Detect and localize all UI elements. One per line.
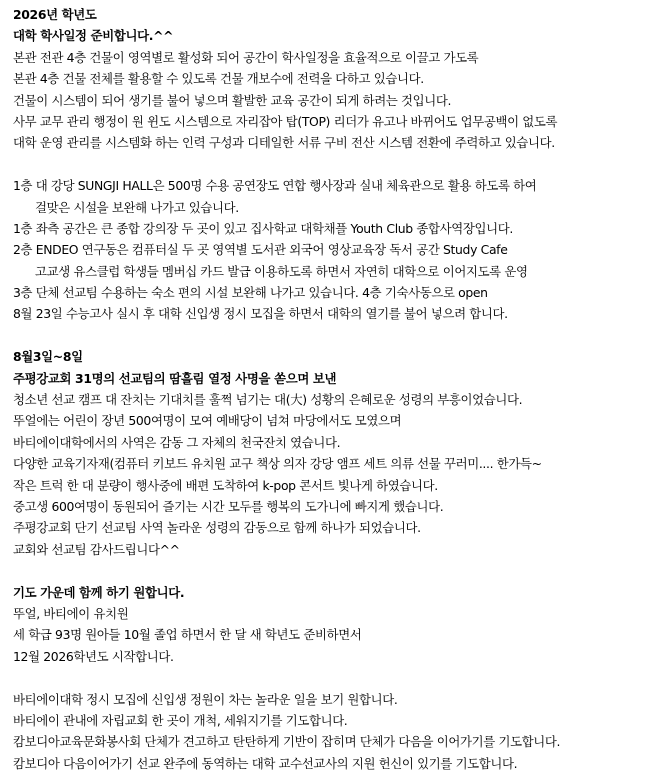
intro-line: 본관 4층 건물 전체를 활용할 수 있도록 건물 개보수에 전력을 다하고 있습니다. <box>13 71 424 87</box>
mission-title: 주평강교회 31명의 선교팀의 땀흘림 열정 사명을 쏟으며 보낸 <box>13 370 337 386</box>
mission-line: 작은 트럭 한 대 분량이 행사중에 배편 도착하여 k-pop 콘서트 빛나게 하였습니다. <box>13 477 438 493</box>
year-heading: 2026년 학년도 <box>13 7 97 22</box>
prayer-line: 캄보디아교육문화봉사회 단체가 견고하고 탄탄하게 기반이 잡히며 단체가 다음을 이어가기를 기도합니다. <box>13 734 561 750</box>
mission-line: 주평강교회 단기 선교팀 사역 놀라운 성령의 감동으로 함께 하나가 되었습니다. <box>13 520 421 536</box>
intro-line: 건물이 시스템이 되어 생기를 불어 넣으며 활발한 교육 공간이 되게 하려는 것입니다. <box>13 92 452 108</box>
mission-line: 다양한 교육기자재(컴퓨터 키보드 유치원 교구 책상 의자 강당 앰프 세트 의류 선물 꾸러미.... 한가득~ <box>13 456 542 472</box>
mission-line: 중고생 600여명이 동원되어 즐기는 시간 모두를 행복의 도가니에 빠지게 했습니다. <box>13 498 444 514</box>
prayer-line: 캄보디아 다음이어가기 선교 완주에 동역하는 대학 교수선교사의 지원 헌신이 있기를 기도합니다. <box>13 755 518 771</box>
prayer-line: 뚜얼, 바티에이 유치원 <box>13 605 129 621</box>
mission-section <box>13 346 659 560</box>
paragraph-gap <box>13 154 659 175</box>
paragraph-gap <box>13 325 659 346</box>
floor-line: 2층 ENDEO 연구동은 컴퓨터실 두 곳 영역별 도서관 외국어 영상교육장 독서 공간 Study Cafe <box>13 242 508 258</box>
prayer-section <box>13 582 659 775</box>
prayer-title: 기도 가운데 함께 하기 원합니다. <box>13 584 185 600</box>
floors-section <box>13 175 659 325</box>
mission-line: 뚜얼에는 어린이 장년 500여명이 모여 예배당이 넘쳐 마당에서도 모였으며 <box>13 413 402 429</box>
prayer-line: 12월 2026학년도 시작합니다. <box>13 648 174 664</box>
floor-line: 1층 대 강당 SUNGJI HALL은 500명 수용 공연장도 연합 행사장과 실내 체육관으로 활용 하도록 하여 <box>13 178 537 194</box>
floor-line-continued: 고교생 유스클럽 학생들 멤버십 카드 발급 이용하도록 하면서 자연히 대학으로 이어지도록 운영 <box>35 263 528 279</box>
intro-section <box>13 47 659 154</box>
mission-line: 청소년 선교 캠프 대 잔치는 기대치를 훌쩍 넘기는 대(大) 성황의 은혜로운 성령의 부흥이었습니다. <box>13 392 523 408</box>
mission-line: 바티에이대학에서의 사역은 감동 그 자체의 천국잔치 였습니다. <box>13 434 341 450</box>
prayer-line: 바티에이대학 정시 모집에 신입생 정원이 차는 놀라운 일을 보기 원합니다. <box>13 691 398 707</box>
intro-line: 본관 전관 4층 건물이 영역별로 활성화 되어 공간이 학사일정을 효율적으로 이끌고 가도록 <box>13 49 479 65</box>
prayer-line: 세 학급 93명 원아들 10월 졸업 하면서 한 달 새 학년도 준비하면서 <box>13 627 362 643</box>
floor-line: 3층 단체 선교팀 수용하는 숙소 편의 시설 보완해 나가고 있습니다. 4층 기숙사동으로 open <box>13 285 488 301</box>
prayer-line: 바티에이 관내에 자립교회 한 곳이 개척, 세워지기를 기도합니다. <box>13 712 348 728</box>
mission-date: 8월3일~8일 <box>13 349 83 365</box>
document-body <box>13 4 659 774</box>
page-title: 대학 학사일정 준비합니다.^^ <box>13 28 174 44</box>
floor-line-continued: 걸맞은 시설을 보완해 나가고 있습니다. <box>35 199 239 215</box>
floor-line: 8월 23일 수능고사 실시 후 대학 신입생 정시 모집을 하면서 대학의 열기를 불어 넣으려 합니다. <box>13 306 508 322</box>
intro-line: 대학 운영 관리를 시스템화 하는 인력 구성과 디테일한 서류 구비 전산 시스템 전환에 주력하고 있습니다. <box>13 135 555 151</box>
floor-line: 1층 좌측 공간은 큰 종합 강의장 두 곳이 있고 집사학교 대학채플 Youth Club 종합사역장입니다. <box>13 220 513 236</box>
intro-line: 사무 교무 관리 행정이 원 윈도 시스템으로 자리잡아 탑(TOP) 리더가 유고나 바뀌어도 업무공백이 없도록 <box>13 113 558 129</box>
mission-line: 교회와 선교팀 감사드립니다^^ <box>13 541 180 557</box>
paragraph-gap <box>13 560 659 581</box>
paragraph-gap <box>13 667 659 688</box>
